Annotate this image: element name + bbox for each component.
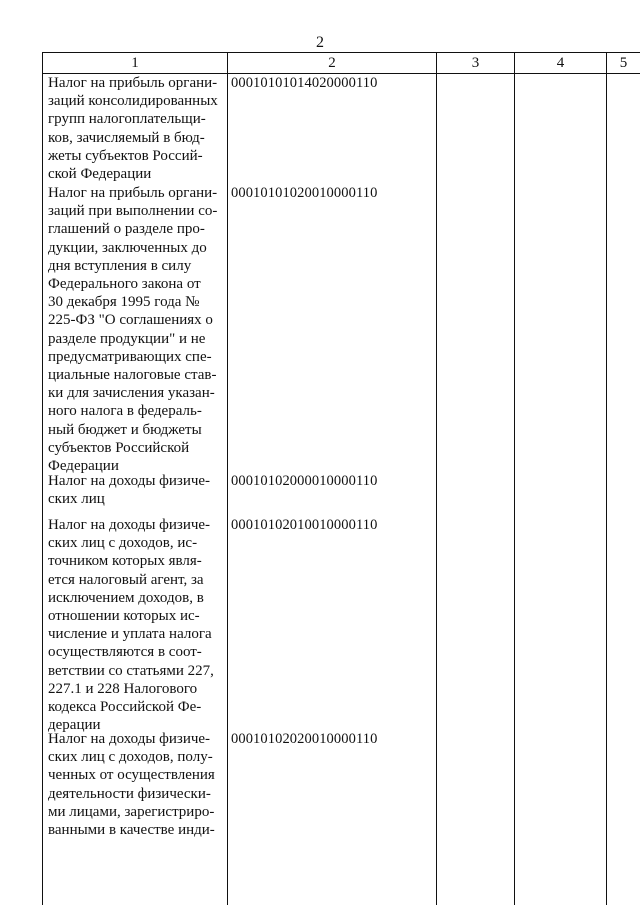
row-name-line: ки для зачисления указан- <box>48 385 215 402</box>
row-name-line: дукции, заключенных до <box>48 239 207 256</box>
row-name-line: ских лиц <box>48 491 105 508</box>
row-code: 00010101014020000110 <box>231 75 378 91</box>
row-name-line: дерации <box>48 717 101 734</box>
row-name-line: осуществляются в соот- <box>48 644 202 661</box>
row-code: 00010102010010000110 <box>231 517 378 533</box>
column-divider <box>227 72 228 905</box>
row-name-line: точником которых явля- <box>48 553 202 570</box>
row-name <box>48 472 224 508</box>
table-header <box>42 52 640 74</box>
row-name-line: 225-ФЗ "О соглашениях о <box>48 312 213 329</box>
row-name-line: Налог на прибыль органи- <box>48 185 218 201</box>
row-name-line: ков, зачисляемый в бюд- <box>48 129 205 146</box>
row-name-line: циальные налоговые став- <box>48 367 217 384</box>
row-name-line: деятельности физически- <box>48 785 211 802</box>
row-name-line: Налог на доходы физиче- <box>48 517 211 533</box>
row-name-line: ного налога в федераль- <box>48 403 202 420</box>
row-name-line: отношении которых ис- <box>48 608 200 625</box>
column-header-4: 4 <box>514 53 606 73</box>
row-name <box>48 516 224 734</box>
column-header-5: 5 <box>606 53 640 73</box>
row-name-line: дня вступления в силу <box>48 257 192 274</box>
row-name-line: ченных от осуществления <box>48 767 215 784</box>
column-divider <box>606 72 607 905</box>
column-header-1: 1 <box>42 53 227 73</box>
row-name-line: ный бюджет и бюджеты <box>48 421 202 438</box>
row-name-line: кодекса Российской Фе- <box>48 699 202 716</box>
page-number: 2 <box>316 34 324 51</box>
column-header-3: 3 <box>436 53 514 73</box>
row-name-line: групп налогоплательщи- <box>48 111 206 128</box>
row-name-line: жеты субъектов Россий- <box>48 147 203 164</box>
row-code: 00010102020010000110 <box>231 731 378 747</box>
column-divider <box>42 72 43 905</box>
column-divider <box>514 72 515 905</box>
row-name <box>48 184 224 475</box>
row-name-line: глашений о разделе про- <box>48 221 205 238</box>
row-name-line: Налог на доходы физиче- <box>48 731 211 747</box>
row-name-line: разделе продукции" и не <box>48 330 206 347</box>
row-name-line: ми лицами, зарегистриро- <box>48 803 215 820</box>
row-name-line: ских лиц с доходов, ис- <box>48 535 198 552</box>
row-name-line: заций консолидированных <box>48 93 218 110</box>
row-name-line: ветствии со статьями 227, <box>48 662 214 679</box>
row-name-line: 30 декабря 1995 года № <box>48 294 200 311</box>
row-name-line: Налог на доходы физиче- <box>48 473 211 489</box>
row-name <box>48 74 224 183</box>
row-name-line: Федерального закона от <box>48 276 201 293</box>
column-divider <box>436 72 437 905</box>
row-name-line: субъектов Российской <box>48 439 190 456</box>
row-name-line: ской Федерации <box>48 166 152 183</box>
row-name-line: заций при выполнении со- <box>48 203 218 220</box>
row-name-line: предусматривающих спе- <box>48 348 212 365</box>
row-name-line: исключением доходов, в <box>48 589 204 606</box>
row-name-line: Налог на прибыль органи- <box>48 75 218 91</box>
row-name-line: 227.1 и 228 Налогового <box>48 680 198 697</box>
row-code: 00010102000010000110 <box>231 473 378 489</box>
row-name-line: Федерации <box>48 458 119 475</box>
row-name <box>48 730 224 839</box>
row-code: 00010101020010000110 <box>231 185 378 201</box>
row-name-line: ванными в качестве инди- <box>48 822 215 839</box>
row-name-line: ется налоговый агент, за <box>48 571 204 588</box>
column-header-2: 2 <box>227 53 436 73</box>
row-name-line: числение и уплата налога <box>48 626 212 643</box>
row-name-line: ских лиц с доходов, полу- <box>48 749 213 766</box>
